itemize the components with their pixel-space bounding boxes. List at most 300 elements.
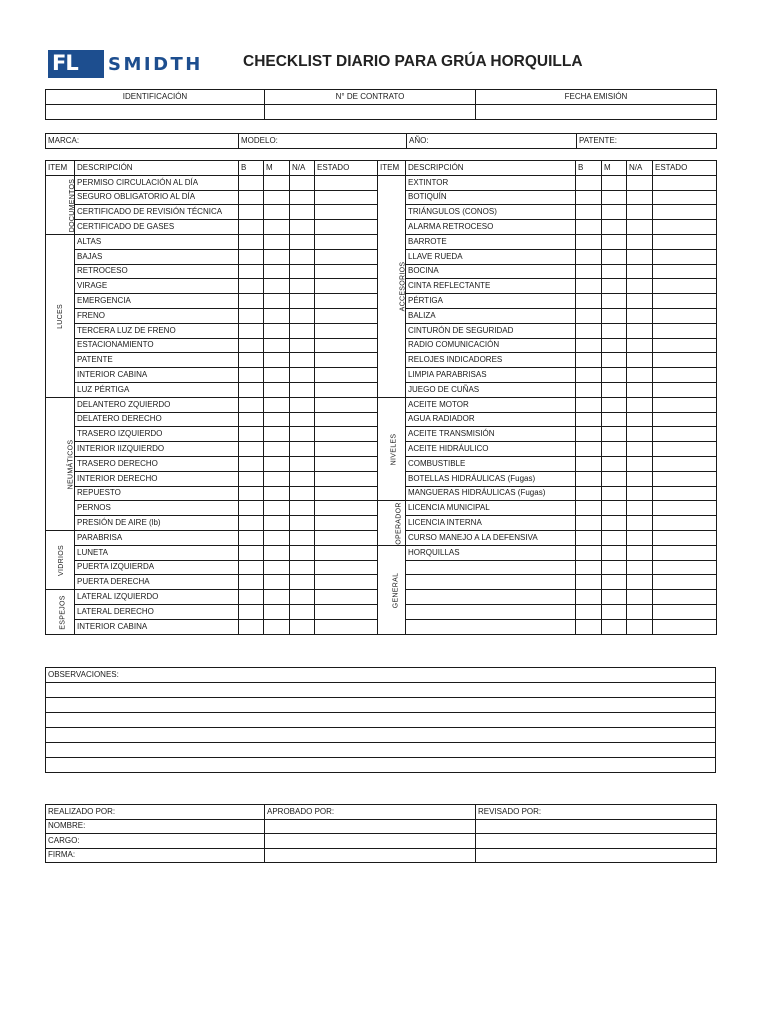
left-na-checkbox[interactable]	[290, 368, 315, 383]
left-b-checkbox[interactable]	[239, 308, 264, 323]
right-m-checkbox[interactable]	[602, 590, 627, 605]
right-item-description: AGUA RADIADOR	[406, 412, 576, 427]
left-m-checkbox[interactable]	[264, 264, 290, 279]
company-logo	[48, 50, 203, 78]
right-na-checkbox[interactable]	[627, 590, 653, 605]
firma-field[interactable]: FIRMA:	[46, 848, 265, 863]
cargo-aprobado-field[interactable]	[265, 834, 476, 849]
left-item-description: PUERTA DERECHA	[75, 575, 239, 590]
checklist-row	[46, 501, 717, 516]
right-estado-field[interactable]	[653, 545, 717, 560]
right-estado-field[interactable]	[653, 190, 717, 205]
right-m-checkbox[interactable]	[602, 575, 627, 590]
right-b-checkbox[interactable]	[576, 323, 602, 338]
observations-line[interactable]	[46, 683, 716, 698]
left-b-checkbox[interactable]	[239, 368, 264, 383]
left-b-checkbox[interactable]	[239, 516, 264, 531]
left-na-checkbox[interactable]	[290, 205, 315, 220]
right-b-checkbox[interactable]	[576, 545, 602, 560]
left-na-checkbox[interactable]	[290, 486, 315, 501]
left-estado-field[interactable]	[315, 456, 378, 471]
right-na-checkbox[interactable]	[627, 220, 653, 235]
left-estado-field[interactable]	[315, 279, 378, 294]
left-m-checkbox[interactable]	[264, 175, 290, 190]
right-b-checkbox[interactable]	[576, 190, 602, 205]
left-item-description: LUZ PÉRTIGA	[75, 382, 239, 397]
right-b-checkbox[interactable]	[576, 575, 602, 590]
right-estado-field[interactable]	[653, 575, 717, 590]
cargo-field[interactable]: CARGO:	[46, 834, 265, 849]
right-na-checkbox[interactable]	[627, 442, 653, 457]
right-estado-field[interactable]	[653, 279, 717, 294]
right-na-checkbox[interactable]	[627, 604, 653, 619]
left-estado-field[interactable]	[315, 560, 378, 575]
left-na-checkbox[interactable]	[290, 442, 315, 457]
right-estado-field[interactable]	[653, 294, 717, 309]
right-estado-field[interactable]	[653, 397, 717, 412]
right-b-checkbox[interactable]	[576, 205, 602, 220]
left-na-checkbox[interactable]	[290, 175, 315, 190]
right-m-checkbox[interactable]	[602, 619, 627, 634]
left-b-checkbox[interactable]	[239, 249, 264, 264]
right-estado-field[interactable]	[653, 264, 717, 279]
left-estado-field[interactable]	[315, 294, 378, 309]
right-na-checkbox[interactable]	[627, 456, 653, 471]
left-estado-field[interactable]	[315, 382, 378, 397]
right-b-checkbox[interactable]	[576, 175, 602, 190]
right-estado-field[interactable]	[653, 456, 717, 471]
right-na-checkbox[interactable]	[627, 486, 653, 501]
left-estado-field[interactable]	[315, 516, 378, 531]
right-b-checkbox[interactable]	[576, 368, 602, 383]
left-b-checkbox[interactable]	[239, 501, 264, 516]
right-b-checkbox[interactable]	[576, 220, 602, 235]
modelo-field[interactable]: MODELO:	[239, 134, 407, 149]
left-b-checkbox[interactable]	[239, 397, 264, 412]
right-estado-field[interactable]	[653, 234, 717, 249]
left-b-checkbox[interactable]	[239, 323, 264, 338]
right-m-checkbox[interactable]	[602, 353, 627, 368]
right-na-checkbox[interactable]	[627, 308, 653, 323]
right-estado-field[interactable]	[653, 323, 717, 338]
left-b-checkbox[interactable]	[239, 279, 264, 294]
right-estado-field[interactable]	[653, 516, 717, 531]
right-b-checkbox[interactable]	[576, 619, 602, 634]
right-item-description: RADIO COMUNICACIÓN	[406, 338, 576, 353]
right-estado-field[interactable]	[653, 368, 717, 383]
fecha-emision-field[interactable]	[476, 105, 717, 120]
left-m-checkbox[interactable]	[264, 353, 290, 368]
observations-line[interactable]	[46, 758, 716, 773]
right-estado-field[interactable]	[653, 530, 717, 545]
right-na-checkbox[interactable]	[627, 560, 653, 575]
right-na-checkbox[interactable]	[627, 190, 653, 205]
left-m-checkbox[interactable]	[264, 368, 290, 383]
left-estado-field[interactable]	[315, 323, 378, 338]
observations-line[interactable]	[46, 728, 716, 743]
right-estado-field[interactable]	[653, 175, 717, 190]
right-b-checkbox[interactable]	[576, 338, 602, 353]
left-b-checkbox[interactable]	[239, 427, 264, 442]
left-m-checkbox[interactable]	[264, 604, 290, 619]
left-na-checkbox[interactable]	[290, 530, 315, 545]
right-m-checkbox[interactable]	[602, 220, 627, 235]
left-na-checkbox[interactable]	[290, 560, 315, 575]
left-m-checkbox[interactable]	[264, 308, 290, 323]
left-na-checkbox[interactable]	[290, 308, 315, 323]
right-b-checkbox[interactable]	[576, 516, 602, 531]
aprobado-por-label: APROBADO POR:	[265, 805, 476, 820]
right-m-checkbox[interactable]	[602, 338, 627, 353]
right-b-checkbox[interactable]	[576, 234, 602, 249]
left-category-cell	[46, 175, 75, 234]
right-na-checkbox[interactable]	[627, 501, 653, 516]
cargo-revisado-field[interactable]	[476, 834, 717, 849]
left-b-checkbox[interactable]	[239, 530, 264, 545]
left-item-description: PATENTE	[75, 353, 239, 368]
right-b-checkbox[interactable]	[576, 471, 602, 486]
right-estado-field[interactable]	[653, 501, 717, 516]
right-m-checkbox[interactable]	[602, 249, 627, 264]
left-b-checkbox[interactable]	[239, 205, 264, 220]
right-item-description: BOTIQUÍN	[406, 190, 576, 205]
right-m-checkbox[interactable]	[602, 442, 627, 457]
right-na-checkbox[interactable]	[627, 368, 653, 383]
marca-field[interactable]: MARCA:	[46, 134, 239, 149]
left-estado-field[interactable]	[315, 604, 378, 619]
left-estado-field[interactable]	[315, 353, 378, 368]
right-b-checkbox[interactable]	[576, 397, 602, 412]
patente-field[interactable]: PATENTE:	[577, 134, 717, 149]
left-m-checkbox[interactable]	[264, 575, 290, 590]
left-m-checkbox[interactable]	[264, 530, 290, 545]
right-na-checkbox[interactable]	[627, 530, 653, 545]
right-m-checkbox[interactable]	[602, 234, 627, 249]
left-estado-field[interactable]	[315, 308, 378, 323]
identification-table	[45, 89, 717, 120]
left-na-checkbox[interactable]	[290, 604, 315, 619]
right-m-checkbox[interactable]	[602, 397, 627, 412]
left-m-checkbox[interactable]	[264, 382, 290, 397]
left-na-checkbox[interactable]	[290, 279, 315, 294]
right-na-checkbox[interactable]	[627, 545, 653, 560]
right-b-checkbox[interactable]	[576, 442, 602, 457]
right-na-checkbox[interactable]	[627, 575, 653, 590]
left-na-checkbox[interactable]	[290, 471, 315, 486]
left-na-checkbox[interactable]	[290, 338, 315, 353]
right-b-checkbox[interactable]	[576, 279, 602, 294]
left-na-checkbox[interactable]	[290, 456, 315, 471]
observations-line[interactable]	[46, 698, 716, 713]
right-na-checkbox[interactable]	[627, 471, 653, 486]
left-estado-field[interactable]	[315, 486, 378, 501]
left-b-checkbox[interactable]	[239, 264, 264, 279]
left-b-checkbox[interactable]	[239, 545, 264, 560]
left-estado-field[interactable]	[315, 501, 378, 516]
right-m-checkbox[interactable]	[602, 530, 627, 545]
right-item-description: LICENCIA INTERNA	[406, 516, 576, 531]
left-b-checkbox[interactable]	[239, 486, 264, 501]
right-b-checkbox[interactable]	[576, 530, 602, 545]
right-b-checkbox[interactable]	[576, 412, 602, 427]
left-item-description: EMERGENCIA	[75, 294, 239, 309]
right-item-description: BOCINA	[406, 264, 576, 279]
right-na-checkbox[interactable]	[627, 412, 653, 427]
left-na-checkbox[interactable]	[290, 501, 315, 516]
right-m-checkbox[interactable]	[602, 501, 627, 516]
right-m-checkbox[interactable]	[602, 279, 627, 294]
right-estado-field[interactable]	[653, 427, 717, 442]
right-na-checkbox[interactable]	[627, 175, 653, 190]
right-estado-field[interactable]	[653, 442, 717, 457]
left-na-checkbox[interactable]	[290, 220, 315, 235]
left-na-checkbox[interactable]	[290, 382, 315, 397]
right-m-checkbox[interactable]	[602, 427, 627, 442]
contrato-field[interactable]	[265, 105, 476, 120]
left-na-checkbox[interactable]	[290, 516, 315, 531]
right-estado-field[interactable]	[653, 338, 717, 353]
left-m-checkbox[interactable]	[264, 220, 290, 235]
left-item-description: INTERIOR IIZQUIERDO	[75, 442, 239, 457]
left-m-checkbox[interactable]	[264, 590, 290, 605]
left-m-checkbox[interactable]	[264, 442, 290, 457]
left-m-checkbox[interactable]	[264, 279, 290, 294]
left-estado-field[interactable]	[315, 220, 378, 235]
right-m-checkbox[interactable]	[602, 456, 627, 471]
right-estado-field[interactable]	[653, 308, 717, 323]
left-estado-field[interactable]	[315, 412, 378, 427]
identificacion-field[interactable]	[46, 105, 265, 120]
right-b-checkbox[interactable]	[576, 456, 602, 471]
right-b-checkbox[interactable]	[576, 486, 602, 501]
firma-aprobado-field[interactable]	[265, 848, 476, 863]
left-m-checkbox[interactable]	[264, 338, 290, 353]
right-na-checkbox[interactable]	[627, 353, 653, 368]
left-m-checkbox[interactable]	[264, 397, 290, 412]
left-na-checkbox[interactable]	[290, 353, 315, 368]
right-m-checkbox[interactable]	[602, 294, 627, 309]
anio-field[interactable]: AÑO:	[407, 134, 577, 149]
left-m-checkbox[interactable]	[264, 501, 290, 516]
left-m-checkbox[interactable]	[264, 234, 290, 249]
left-estado-field[interactable]	[315, 249, 378, 264]
left-estado-field[interactable]	[315, 234, 378, 249]
left-estado-field[interactable]	[315, 590, 378, 605]
left-na-checkbox[interactable]	[290, 190, 315, 205]
left-estado-field[interactable]	[315, 368, 378, 383]
left-estado-field[interactable]	[315, 190, 378, 205]
left-na-checkbox[interactable]	[290, 590, 315, 605]
left-na-checkbox[interactable]	[290, 249, 315, 264]
right-estado-field[interactable]	[653, 486, 717, 501]
left-b-checkbox[interactable]	[239, 412, 264, 427]
left-estado-field[interactable]	[315, 205, 378, 220]
right-estado-field[interactable]	[653, 412, 717, 427]
right-m-checkbox[interactable]	[602, 205, 627, 220]
right-na-checkbox[interactable]	[627, 323, 653, 338]
left-estado-field[interactable]	[315, 530, 378, 545]
left-m-checkbox[interactable]	[264, 249, 290, 264]
left-na-checkbox[interactable]	[290, 294, 315, 309]
right-estado-field[interactable]	[653, 604, 717, 619]
right-m-checkbox[interactable]	[602, 516, 627, 531]
right-m-checkbox[interactable]	[602, 323, 627, 338]
right-estado-field[interactable]	[653, 220, 717, 235]
left-b-checkbox[interactable]	[239, 575, 264, 590]
right-b-checkbox[interactable]	[576, 294, 602, 309]
left-m-checkbox[interactable]	[264, 323, 290, 338]
right-m-checkbox[interactable]	[602, 190, 627, 205]
right-na-checkbox[interactable]	[627, 205, 653, 220]
right-estado-field[interactable]	[653, 560, 717, 575]
left-b-checkbox[interactable]	[239, 294, 264, 309]
right-estado-field[interactable]	[653, 353, 717, 368]
left-b-checkbox[interactable]	[239, 619, 264, 634]
right-estado-field[interactable]	[653, 382, 717, 397]
right-b-checkbox[interactable]	[576, 249, 602, 264]
right-m-checkbox[interactable]	[602, 560, 627, 575]
left-m-checkbox[interactable]	[264, 294, 290, 309]
left-estado-field[interactable]	[315, 338, 378, 353]
right-na-checkbox[interactable]	[627, 619, 653, 634]
left-m-checkbox[interactable]	[264, 205, 290, 220]
left-estado-field[interactable]	[315, 619, 378, 634]
right-b-checkbox[interactable]	[576, 560, 602, 575]
left-estado-field[interactable]	[315, 264, 378, 279]
right-m-checkbox[interactable]	[602, 412, 627, 427]
left-na-checkbox[interactable]	[290, 234, 315, 249]
right-b-checkbox[interactable]	[576, 501, 602, 516]
left-estado-field[interactable]	[315, 575, 378, 590]
right-b-checkbox[interactable]	[576, 353, 602, 368]
left-na-checkbox[interactable]	[290, 323, 315, 338]
left-b-checkbox[interactable]	[239, 234, 264, 249]
right-na-checkbox[interactable]	[627, 294, 653, 309]
left-m-checkbox[interactable]	[264, 545, 290, 560]
left-na-checkbox[interactable]	[290, 427, 315, 442]
right-na-checkbox[interactable]	[627, 279, 653, 294]
left-estado-field[interactable]	[315, 427, 378, 442]
left-item-description: LATERAL IZQUIERDO	[75, 590, 239, 605]
left-m-checkbox[interactable]	[264, 456, 290, 471]
right-b-checkbox[interactable]	[576, 427, 602, 442]
left-b-checkbox[interactable]	[239, 442, 264, 457]
left-estado-field[interactable]	[315, 471, 378, 486]
right-na-checkbox[interactable]	[627, 234, 653, 249]
left-b-checkbox[interactable]	[239, 590, 264, 605]
left-b-checkbox[interactable]	[239, 175, 264, 190]
firma-revisado-field[interactable]	[476, 848, 717, 863]
left-m-checkbox[interactable]	[264, 427, 290, 442]
left-m-checkbox[interactable]	[264, 471, 290, 486]
left-item-description: PERNOS	[75, 501, 239, 516]
right-m-checkbox[interactable]	[602, 368, 627, 383]
left-na-checkbox[interactable]	[290, 264, 315, 279]
left-estado-field[interactable]	[315, 545, 378, 560]
right-m-checkbox[interactable]	[602, 264, 627, 279]
left-m-checkbox[interactable]	[264, 619, 290, 634]
left-b-checkbox[interactable]	[239, 190, 264, 205]
right-b-checkbox[interactable]	[576, 264, 602, 279]
left-na-checkbox[interactable]	[290, 397, 315, 412]
checklist-row	[46, 397, 717, 412]
left-estado-field[interactable]	[315, 175, 378, 190]
left-m-checkbox[interactable]	[264, 190, 290, 205]
left-m-checkbox[interactable]	[264, 412, 290, 427]
right-na-checkbox[interactable]	[627, 382, 653, 397]
right-m-checkbox[interactable]	[602, 382, 627, 397]
left-na-checkbox[interactable]	[290, 545, 315, 560]
right-estado-field[interactable]	[653, 249, 717, 264]
left-b-checkbox[interactable]	[239, 471, 264, 486]
left-m-checkbox[interactable]	[264, 486, 290, 501]
left-b-checkbox[interactable]	[239, 220, 264, 235]
left-estado-field[interactable]	[315, 442, 378, 457]
nombre-field[interactable]: NOMBRE:	[46, 819, 265, 834]
right-b-checkbox[interactable]	[576, 590, 602, 605]
right-estado-field[interactable]	[653, 471, 717, 486]
right-category-label: NIVELES	[390, 433, 398, 466]
right-estado-field[interactable]	[653, 205, 717, 220]
nombre-aprobado-field[interactable]	[265, 819, 476, 834]
right-na-checkbox[interactable]	[627, 338, 653, 353]
right-item-description: MANGUERAS HIDRÁULICAS (Fugas)	[406, 486, 576, 501]
left-category-cell	[46, 234, 75, 397]
right-m-checkbox[interactable]	[602, 471, 627, 486]
nombre-revisado-field[interactable]	[476, 819, 717, 834]
right-na-checkbox[interactable]	[627, 264, 653, 279]
left-item-header: ITEM	[46, 161, 75, 176]
right-estado-field[interactable]	[653, 590, 717, 605]
left-na-checkbox[interactable]	[290, 412, 315, 427]
left-descripcion-header: DESCRIPCIÓN	[75, 161, 239, 176]
right-estado-field[interactable]	[653, 619, 717, 634]
right-b-checkbox[interactable]	[576, 308, 602, 323]
right-m-checkbox[interactable]	[602, 175, 627, 190]
observations-line[interactable]	[46, 743, 716, 758]
left-b-checkbox[interactable]	[239, 560, 264, 575]
left-category-cell	[46, 590, 75, 634]
left-m-checkbox[interactable]	[264, 516, 290, 531]
right-m-checkbox[interactable]	[602, 308, 627, 323]
left-na-checkbox[interactable]	[290, 575, 315, 590]
left-b-checkbox[interactable]	[239, 456, 264, 471]
right-category-label: GENERAL	[392, 572, 400, 608]
left-b-checkbox[interactable]	[239, 353, 264, 368]
left-item-description: CERTIFICADO DE REVISIÓN TÉCNICA	[75, 205, 239, 220]
left-estado-field[interactable]	[315, 397, 378, 412]
right-na-checkbox[interactable]	[627, 397, 653, 412]
observations-line[interactable]	[46, 713, 716, 728]
right-m-checkbox[interactable]	[602, 545, 627, 560]
right-na-checkbox[interactable]	[627, 249, 653, 264]
right-b-checkbox[interactable]	[576, 382, 602, 397]
left-b-checkbox[interactable]	[239, 604, 264, 619]
left-na-checkbox[interactable]	[290, 619, 315, 634]
right-item-description: EXTINTOR	[406, 175, 576, 190]
contrato-header: N° DE CONTRATO	[265, 90, 476, 105]
left-b-checkbox[interactable]	[239, 338, 264, 353]
right-m-checkbox[interactable]	[602, 486, 627, 501]
right-na-checkbox[interactable]	[627, 427, 653, 442]
right-b-checkbox[interactable]	[576, 604, 602, 619]
left-item-description: TERCERA LUZ DE FRENO	[75, 323, 239, 338]
right-m-checkbox[interactable]	[602, 604, 627, 619]
left-m-checkbox[interactable]	[264, 560, 290, 575]
right-na-checkbox[interactable]	[627, 516, 653, 531]
left-b-checkbox[interactable]	[239, 382, 264, 397]
right-item-description: ALARMA RETROCESO	[406, 220, 576, 235]
